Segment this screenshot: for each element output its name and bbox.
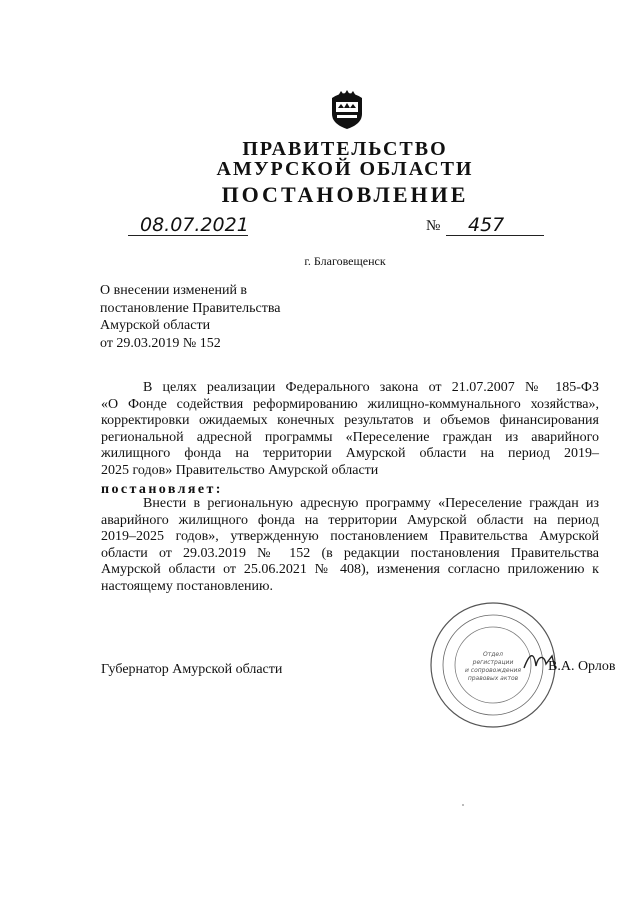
text-line: региональной адресной программы «Переселение граждан из аварийного	[101, 429, 599, 445]
number-sign: №	[426, 218, 441, 234]
document-type: ПОСТАНОВЛЕНИЕ	[221, 182, 469, 207]
text-line: корректировки ожидаемых конечных результатов и объемов финансирования	[101, 413, 599, 428]
text-line: Внести в региональную адресную программу «Переселение граждан из	[143, 496, 599, 511]
coat-of-arms-icon	[326, 88, 368, 130]
signatory-title: Губернатор Амурской области	[101, 662, 283, 677]
preamble-paragraph	[101, 380, 599, 479]
document-subject	[100, 282, 280, 352]
text-line: 2019–2025 годов», утвержденную постановлением Правительства Амурской	[101, 529, 599, 544]
subject-line: Амурской области	[100, 318, 211, 333]
scan-speck	[462, 804, 464, 806]
document-number: 457	[446, 214, 544, 236]
resolution-paragraph	[101, 496, 599, 595]
text-line: В целях реализации Федерального закона от 21.07.2007 № 185-ФЗ	[143, 380, 599, 395]
text-line: «О Фонде содействия реформированию жилищно-коммунального хозяйства»,	[101, 396, 599, 412]
seal-center-line: Отдел	[483, 651, 503, 658]
government-title: ПРАВИТЕЛЬСТВО	[242, 138, 448, 160]
text-line: Амурской области от 25.06.2021 № 408), изменения согласно приложению к	[101, 562, 599, 577]
seal-center-line: регистрации	[472, 659, 514, 666]
region-title: АМУРСКОЙ ОБЛАСТИ	[216, 158, 474, 180]
signatory-name: В.А. Орлов	[548, 659, 616, 674]
document-date: 08.07.2021	[128, 214, 248, 236]
text-line: настоящему постановлению.	[101, 578, 273, 594]
subject-line: постановление Правительства	[100, 300, 281, 316]
city: г. Благовещенск	[304, 254, 386, 268]
subject-line: О внесении изменений в	[100, 283, 248, 298]
subject-line: от 29.03.2019 № 152	[100, 335, 221, 351]
text-line: 2025 годов» Правительство Амурской области	[101, 462, 379, 478]
text-line: жилищного фонда на территории Амурской области на период 2019–	[101, 446, 599, 461]
text-line: области от 29.03.2019 № 152 (в редакции постановления Правительства	[101, 545, 599, 561]
resolve-word: постановляет:	[101, 482, 223, 497]
text-line: аварийного жилищного фонда на территории Амурской области на период	[101, 512, 599, 528]
seal-center-line: правовых актов	[467, 675, 519, 682]
seal-center-line: и сопровождения	[464, 667, 522, 674]
